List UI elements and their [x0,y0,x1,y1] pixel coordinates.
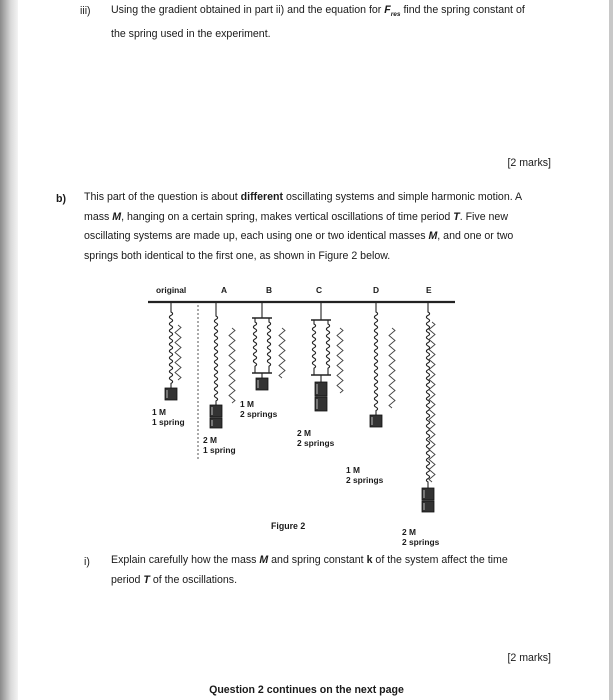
c-spring-1 [312,320,315,375]
part-iii-number: iii) [80,5,91,17]
part-i-number: i) [84,556,90,568]
c-zigzag [337,328,343,393]
figure-col-a: A [221,285,228,295]
original-spring [169,308,172,388]
part-i-line-1: Explain carefully how the mass M and spring constant k of the system affect the time [111,554,508,566]
figure-col-d: D [373,285,380,295]
figure-col-e: E [426,285,432,295]
figure-col-original: original [156,285,187,295]
part-b-line-1: This part of the question is about different oscillating systems and simple harmonic motion. A [84,191,523,203]
part-iii-line-2: the spring used in the experiment. [111,27,271,40]
figure-col-b: B [266,285,273,295]
part-iii-line-1: Using the gradient obtained in part ii) and the equation for $F_{res}$ find the spring constant of [111,4,525,19]
part-iii-marks: [2 marks] [507,157,551,169]
b-zigzag [279,328,285,378]
part-b-label: b) [56,193,66,205]
part-b-line-4: springs both identical to the first one, as shown in Figure 2 below. [84,249,391,262]
spring-systems [165,303,435,512]
d-spring [374,308,377,415]
c-spring-2 [326,320,329,375]
label-d: 1 M 2 springs [346,465,384,485]
footer-continues: Question 2 continues on the next page [209,684,404,696]
label-a: 2 M 1 spring [203,435,236,455]
original-zigzag [175,325,181,380]
d-zigzag [389,328,395,408]
figure-col-c: C [316,285,323,295]
label-e: 2 M 2 springs [402,527,440,547]
label-c: 2 M 2 springs [297,428,335,448]
part-i-line-2: period T of the oscillations. [111,573,238,586]
e-spring [426,308,429,488]
b-spring-1 [253,318,256,373]
label-original: 1 M 1 spring [152,407,185,427]
label-b: 1 M 2 springs [240,399,278,419]
part-i-marks: [2 marks] [507,652,551,664]
a-zigzag [229,328,235,403]
part-b-line-3: oscillating systems are made up, each using one or two identical masses M, and one or two [84,230,514,242]
part-i-question [111,551,561,590]
part-b-line-2: mass M, hanging on a certain spring, makes vertical oscillations of time period T. Five new [84,210,508,223]
a-spring [214,312,217,405]
figure-caption: Figure 2 [271,521,306,531]
b-spring-2 [267,318,270,373]
